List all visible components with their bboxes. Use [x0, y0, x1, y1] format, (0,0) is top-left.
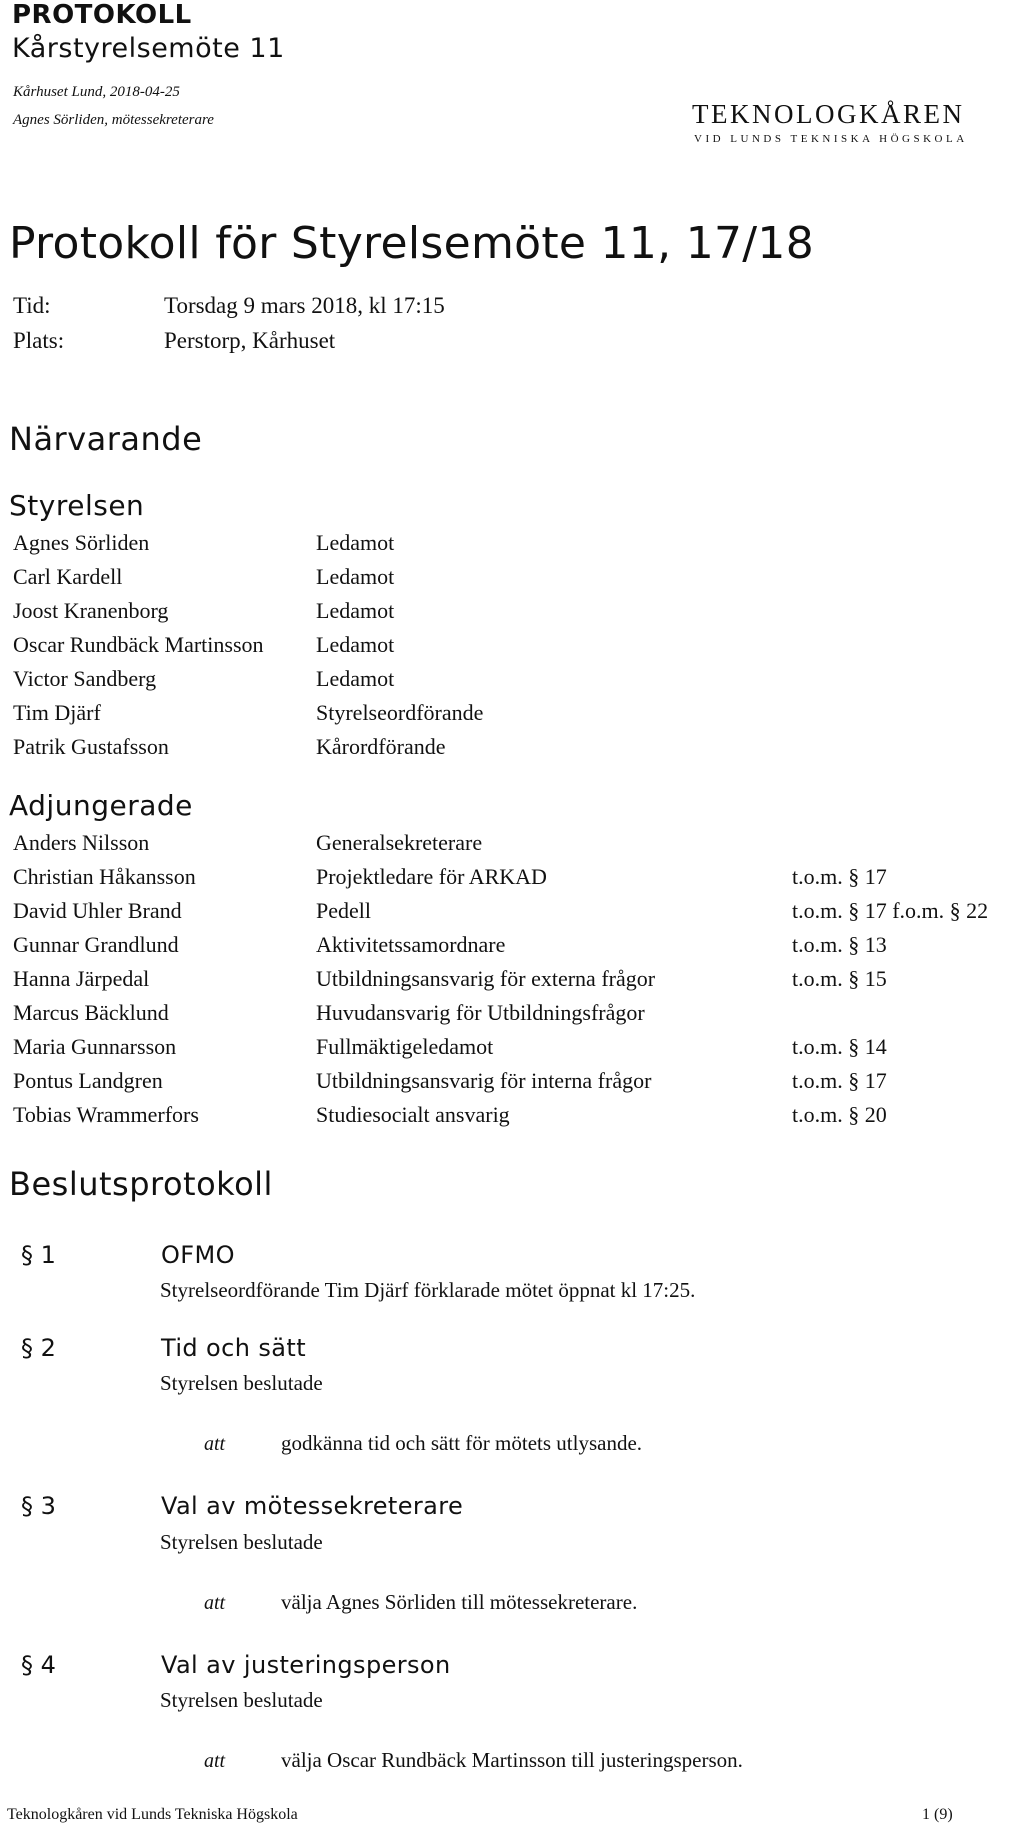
page-title: Protokoll för Styrelsemöte 11, 17/18 [9, 218, 815, 269]
adjunct-role: Pedell [316, 898, 371, 923]
board-member-role: Ledamot [316, 598, 395, 623]
place-value: Perstorp, Kårhuset [164, 328, 336, 353]
board-member-role: Ledamot [316, 530, 395, 555]
adjunct-name: David Uhler Brand [13, 898, 182, 923]
org-name: TEKNOLOGKÅREN [692, 99, 965, 129]
decisions-heading: Beslutsprotokoll [9, 1165, 273, 1203]
adjunct-name: Maria Gunnarsson [13, 1034, 177, 1059]
paragraph-number: § 3 [21, 1492, 56, 1520]
board-member-name: Patrik Gustafsson [13, 734, 169, 759]
org-subtitle: VID LUNDS TEKNISKA HÖGSKOLA [694, 133, 968, 145]
att-label: att [204, 1750, 226, 1772]
adjunct-note: t.o.m. § 17 [792, 1068, 887, 1093]
board-member-name: Agnes Sörliden [13, 530, 150, 555]
paragraph-title: Tid och sätt [161, 1334, 307, 1362]
adjunct-note: t.o.m. § 14 [792, 1034, 887, 1059]
adjunct-note: t.o.m. § 17 f.o.m. § 22 [792, 898, 989, 923]
adjunct-name: Gunnar Grandlund [13, 932, 179, 957]
board-member-role: Ledamot [316, 666, 395, 691]
board-member-name: Joost Kranenborg [13, 598, 169, 623]
adjunct-name: Hanna Järpedal [13, 966, 150, 991]
board-member-role: Kårordförande [316, 734, 446, 759]
adjunct-role: Aktivitetssamordnare [316, 932, 506, 957]
adjunct-name: Christian Håkansson [13, 864, 196, 889]
paragraph-number: § 1 [21, 1241, 56, 1269]
adjunct-note: t.o.m. § 13 [792, 932, 887, 957]
adjunct-name: Marcus Bäcklund [13, 1000, 169, 1025]
adjunct-heading: Adjungerade [9, 789, 193, 822]
adjunct-name: Tobias Wrammerfors [13, 1102, 199, 1127]
paragraph-text: Styrelseordförande Tim Djärf förklarade mötet öppnat kl 17:25. [160, 1278, 696, 1302]
paragraph-title: Val av mötessekreterare [161, 1492, 464, 1520]
adjunct-note: t.o.m. § 20 [792, 1102, 887, 1127]
adjunct-note: t.o.m. § 17 [792, 864, 887, 889]
document-type: PROTOKOLL [12, 0, 192, 30]
att-label: att [204, 1433, 226, 1455]
adjunct-role: Generalsekreterare [316, 830, 483, 855]
att-label: att [204, 1592, 226, 1614]
adjunct-name: Pontus Landgren [13, 1068, 163, 1093]
board-member-name: Victor Sandberg [13, 666, 157, 691]
attendance-heading: Närvarande [9, 420, 203, 458]
paragraph-number: § 4 [21, 1651, 56, 1679]
adjunct-role: Utbildningsansvarig för externa frågor [316, 966, 656, 991]
att-text: välja Agnes Sörliden till mötessekreterare. [281, 1590, 638, 1614]
adjunct-role: Studiesocialt ansvarig [316, 1102, 510, 1127]
place-date: Kårhuset Lund, 2018-04-25 [13, 84, 180, 100]
time-value: Torsdag 9 mars 2018, kl 17:15 [164, 293, 445, 318]
board-member-role: Ledamot [316, 564, 395, 589]
adjunct-role: Huvudansvarig för Utbildningsfrågor [316, 1000, 645, 1025]
paragraph-title: OFMO [161, 1241, 235, 1269]
board-member-name: Carl Kardell [13, 564, 123, 589]
place-label: Plats: [13, 328, 65, 353]
time-label: Tid: [13, 293, 51, 318]
footer-organization: Teknologkåren vid Lunds Tekniska Högskola [7, 1806, 298, 1823]
board-member-role: Ledamot [316, 632, 395, 657]
paragraph-text: Styrelsen beslutade [160, 1371, 323, 1395]
paragraph-text: Styrelsen beslutade [160, 1688, 323, 1712]
page-number: 1 (9) [922, 1806, 953, 1823]
adjunct-role: Projektledare för ARKAD [316, 864, 547, 889]
paragraph-title: Val av justeringsperson [161, 1651, 451, 1679]
adjunct-name: Anders Nilsson [13, 830, 150, 855]
att-text: välja Oscar Rundbäck Martinsson till justeringsperson. [281, 1748, 743, 1772]
adjunct-note: t.o.m. § 15 [792, 966, 887, 991]
adjunct-role: Utbildningsansvarig för interna frågor [316, 1068, 652, 1093]
board-member-name: Tim Djärf [13, 700, 101, 725]
board-heading: Styrelsen [9, 489, 145, 522]
paragraph-text: Styrelsen beslutade [160, 1530, 323, 1554]
board-member-role: Styrelseordförande [316, 700, 484, 725]
secretary-line: Agnes Sörliden, mötessekreterare [13, 112, 214, 128]
adjunct-role: Fullmäktigeledamot [316, 1034, 494, 1059]
meeting-name: Kårstyrelsemöte 11 [12, 33, 285, 64]
att-text: godkänna tid och sätt för mötets utlysande. [281, 1431, 643, 1455]
paragraph-number: § 2 [21, 1334, 56, 1362]
board-member-name: Oscar Rundbäck Martinsson [13, 632, 264, 657]
